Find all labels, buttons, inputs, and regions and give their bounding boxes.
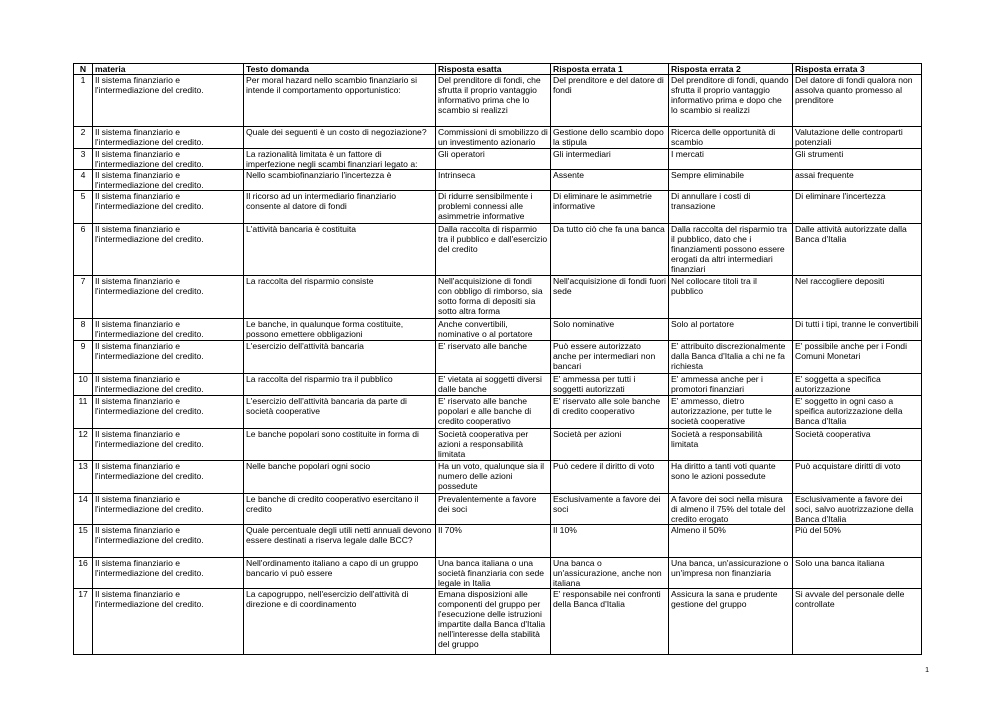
cell-question: La razionalità limitata è un fattore di imperfezione negli scambi finanziari legato a:: [244, 149, 436, 170]
cell-wrong-answer-2: I mercati: [669, 149, 793, 170]
cell-subject: Il sistema finanziario e l'intermediazione del credito.: [93, 494, 244, 525]
cell-question: Nello scambiofinanziario l'incertezza è: [244, 170, 436, 191]
cell-correct-answer: Nell'acquisizione di fondi con obbligo di rimborso, sia sotto forma di depositi sia sotto altra forma: [436, 276, 551, 319]
cell-correct-answer: E' riservato alle banche popolari e alle banche di credito cooperativo: [436, 396, 551, 429]
cell-number: 1: [74, 75, 93, 127]
cell-subject: Il sistema finanziario e l'intermediazione del credito.: [93, 127, 244, 149]
cell-number: 4: [74, 170, 93, 191]
cell-wrong-answer-3: E' soggetta a specifica autorizzazione: [793, 374, 922, 396]
cell-wrong-answer-3: assai frequente: [793, 170, 922, 191]
cell-number: 3: [74, 149, 93, 170]
cell-wrong-answer-1: Esclusivamente a favore dei soci: [551, 494, 669, 525]
questions-table: [73, 63, 922, 655]
cell-wrong-answer-2: Sempre eliminabile: [669, 170, 793, 191]
cell-question: La raccolta del risparmio consiste: [244, 276, 436, 319]
cell-correct-answer: Intrinseca: [436, 170, 551, 191]
cell-question: Le banche di credito cooperativo esercitano il credito: [244, 494, 436, 525]
cell-wrong-answer-3: Di eliminare l'incertezza: [793, 191, 922, 224]
cell-wrong-answer-3: Più del 50%: [793, 525, 922, 558]
cell-subject: Il sistema finanziario e l'intermediazione del credito.: [93, 429, 244, 461]
table-row: [74, 224, 922, 276]
cell-number: 6: [74, 224, 93, 276]
cell-correct-answer: Anche convertibili, nominative o al portatore: [436, 319, 551, 341]
cell-wrong-answer-1: Gestione dello scambio dopo la stipula: [551, 127, 669, 149]
table-row: [74, 191, 922, 224]
cell-correct-answer: Dalla raccolta di risparmio tra il pubblico e dall'esercizio del credito: [436, 224, 551, 276]
cell-wrong-answer-3: Del datore di fondi qualora non assolva quanto promesso al prenditore: [793, 75, 922, 127]
cell-wrong-answer-3: Gli strumenti: [793, 149, 922, 170]
cell-question: Per moral hazard nello scambio finanziario si intende il comportamento opportunistico:: [244, 75, 436, 127]
cell-wrong-answer-1: Può essere autorizzato anche per intermediari non bancari: [551, 341, 669, 374]
cell-wrong-answer-1: Assente: [551, 170, 669, 191]
cell-wrong-answer-1: Di eliminare le asimmetrie informative: [551, 191, 669, 224]
cell-wrong-answer-2: E' ammessa anche per i promotori finanziari: [669, 374, 793, 396]
table-row: [74, 170, 922, 191]
cell-wrong-answer-2: Assicura la sana e prudente gestione del gruppo: [669, 589, 793, 655]
cell-correct-answer: Una banca italiana o una società finanziaria con sede legale in Italia: [436, 558, 551, 589]
cell-number: 9: [74, 341, 93, 374]
cell-wrong-answer-1: Da tutto ciò che fa una banca: [551, 224, 669, 276]
cell-question: La raccolta del risparmio tra il pubblico: [244, 374, 436, 396]
cell-correct-answer: Del prenditore di fondi, che sfrutta il proprio vantaggio informativo prima che lo scambio si realizzi: [436, 75, 551, 127]
cell-question: Le banche popolari sono costituite in forma di: [244, 429, 436, 461]
cell-wrong-answer-2: Dalla raccolta del risparmio tra il pubblico, dato che i finanziamenti possono essere erogati da altri intermediari finanziari: [669, 224, 793, 276]
table-row: [74, 525, 922, 558]
cell-wrong-answer-3: Di tutti i tipi, tranne le convertibili: [793, 319, 922, 341]
cell-question: Quale percentuale degli utili netti annuali devono essere destinati a riserva legale dalle BCC?: [244, 525, 436, 558]
table-row: [74, 341, 922, 374]
header-subject: materia: [93, 64, 244, 75]
cell-wrong-answer-2: Ricerca delle opportunità di scambio: [669, 127, 793, 149]
cell-wrong-answer-2: Del prenditore di fondi, quando sfrutta il proprio vantaggio informativo prima e dopo che lo scambio si realizzi: [669, 75, 793, 127]
cell-question: Il ricorso ad un intermediario finanziario consente al datore di fondi: [244, 191, 436, 224]
cell-wrong-answer-3: Solo una banca italiana: [793, 558, 922, 589]
cell-number: 16: [74, 558, 93, 589]
cell-number: 13: [74, 461, 93, 494]
table-row: [74, 461, 922, 494]
cell-number: 12: [74, 429, 93, 461]
cell-correct-answer: E' riservato alle banche: [436, 341, 551, 374]
cell-wrong-answer-1: Nell'acquisizione di fondi fuori sede: [551, 276, 669, 319]
cell-wrong-answer-2: Ha diritto a tanti voti quante sono le azioni possedute: [669, 461, 793, 494]
table-row: [74, 127, 922, 149]
cell-correct-answer: Società cooperativa per azioni a responsabilità limitata: [436, 429, 551, 461]
cell-wrong-answer-1: Gli intermediari: [551, 149, 669, 170]
cell-subject: Il sistema finanziario e l'intermediazione del credito.: [93, 461, 244, 494]
cell-wrong-answer-3: Può acquistare diritti di voto: [793, 461, 922, 494]
cell-wrong-answer-1: Una banca o un'assicurazione, anche non italiana: [551, 558, 669, 589]
table-row: [74, 374, 922, 396]
cell-wrong-answer-2: Società a responsabilità limitata: [669, 429, 793, 461]
cell-question: Nelle banche popolari ogni socio: [244, 461, 436, 494]
table-row: [74, 589, 922, 655]
cell-wrong-answer-3: E' soggetto in ogni caso a speifica autorizzazione della Banca d'Italia: [793, 396, 922, 429]
cell-correct-answer: E' vietata ai soggetti diversi dalle banche: [436, 374, 551, 396]
table-row: [74, 319, 922, 341]
cell-question: L'attività bancaria è costituita: [244, 224, 436, 276]
cell-subject: Il sistema finanziario e l'intermediazione del credito.: [93, 396, 244, 429]
table-row: [74, 75, 922, 127]
cell-wrong-answer-1: Del prenditore e del datore di fondi: [551, 75, 669, 127]
cell-wrong-answer-3: Società cooperativa: [793, 429, 922, 461]
cell-question: L'esercizio dell'attività bancaria: [244, 341, 436, 374]
cell-subject: Il sistema finanziario e l'intermediazione del credito.: [93, 341, 244, 374]
cell-number: 14: [74, 494, 93, 525]
cell-wrong-answer-2: Di annullare i costi di transazione: [669, 191, 793, 224]
cell-wrong-answer-3: Esclusivamente a favore dei soci, salvo auotrizzazione della Banca d'Italia: [793, 494, 922, 525]
cell-wrong-answer-1: E' ammessa per tutti i soggetti autorizzati: [551, 374, 669, 396]
cell-question: Nell'ordinamento italiano a capo di un gruppo bancario vi può essere: [244, 558, 436, 589]
cell-wrong-answer-2: Solo al portatore: [669, 319, 793, 341]
header-wrong-answer-2: Risposta errata 2: [669, 64, 793, 75]
cell-subject: Il sistema finanziario e l'intermediazione del credito.: [93, 224, 244, 276]
cell-subject: Il sistema finanziario e l'intermediazione del credito.: [93, 276, 244, 319]
cell-wrong-answer-2: Almeno il 50%: [669, 525, 793, 558]
cell-subject: Il sistema finanziario e l'intermediazione del credito.: [93, 558, 244, 589]
cell-wrong-answer-2: E' attribuito discrezionalmente dalla Banca d'Italia a chi ne fa richiesta: [669, 341, 793, 374]
cell-subject: Il sistema finanziario e l'intermediazione del credito.: [93, 149, 244, 170]
table-header-row: [74, 64, 922, 75]
cell-number: 5: [74, 191, 93, 224]
cell-wrong-answer-1: Solo nominative: [551, 319, 669, 341]
cell-number: 8: [74, 319, 93, 341]
cell-correct-answer: Prevalentemente a favore dei soci: [436, 494, 551, 525]
header-correct-answer: Risposta esatta: [436, 64, 551, 75]
cell-subject: Il sistema finanziario e l'intermediazione del credito.: [93, 191, 244, 224]
cell-correct-answer: Emana disposizioni alle componenti del gruppo per l'esecuzione delle istruzioni impartite dalla Banca d'Italia nell'interesse della stabilità del gruppo: [436, 589, 551, 655]
cell-question: L'esercizio dell'attività bancaria da parte di società cooperative: [244, 396, 436, 429]
cell-wrong-answer-2: A favore dei soci nella misura di almeno il 75% del totale del credito erogato: [669, 494, 793, 525]
cell-subject: Il sistema finanziario e l'intermediazione del credito.: [93, 75, 244, 127]
table-row: [74, 149, 922, 170]
cell-number: 10: [74, 374, 93, 396]
cell-wrong-answer-2: Una banca, un'assicurazione o un'impresa non finanziaria: [669, 558, 793, 589]
header-number: N: [74, 64, 93, 75]
table-row: [74, 429, 922, 461]
header-wrong-answer-1: Risposta errata 1: [551, 64, 669, 75]
cell-number: 2: [74, 127, 93, 149]
cell-correct-answer: Di ridurre sensibilmente i problemi connessi alle asimmetrie informative: [436, 191, 551, 224]
cell-number: 17: [74, 589, 93, 655]
table-row: [74, 558, 922, 589]
cell-wrong-answer-1: E' responsabile nei confronti della Banca d'Italia: [551, 589, 669, 655]
cell-wrong-answer-2: Nel collocare titoli tra il pubblico: [669, 276, 793, 319]
table-row: [74, 276, 922, 319]
cell-wrong-answer-3: Nel raccogliere depositi: [793, 276, 922, 319]
cell-question: La capogruppo, nell'esercizio dell'attività di direzione e di coordinamento: [244, 589, 436, 655]
cell-subject: Il sistema finanziario e l'intermediazione del credito.: [93, 374, 244, 396]
cell-subject: Il sistema finanziario e l'intermediazione del credito.: [93, 319, 244, 341]
cell-subject: Il sistema finanziario e l'intermediazione del credito.: [93, 525, 244, 558]
cell-wrong-answer-1: Può cedere il diritto di voto: [551, 461, 669, 494]
cell-wrong-answer-1: E' riservato alle sole banche di credito cooperativo: [551, 396, 669, 429]
cell-question: Quale dei seguenti è un costo di negoziazione?: [244, 127, 436, 149]
cell-wrong-answer-3: Valutazione delle controparti potenziali: [793, 127, 922, 149]
header-question: Testo domanda: [244, 64, 436, 75]
cell-wrong-answer-3: Si avvale del personale delle controllate: [793, 589, 922, 655]
cell-subject: Il sistema finanziario e l'intermediazione del credito.: [93, 170, 244, 191]
cell-wrong-answer-3: E' possibile anche per i Fondi Comuni Monetari: [793, 341, 922, 374]
cell-number: 7: [74, 276, 93, 319]
cell-wrong-answer-1: Società per azioni: [551, 429, 669, 461]
table-row: [74, 494, 922, 525]
header-wrong-answer-3: Risposta errata 3: [793, 64, 922, 75]
page-number: 1: [925, 667, 929, 674]
cell-correct-answer: Commissioni di smobilizzo di un investimento azionario: [436, 127, 551, 149]
cell-correct-answer: Ha un voto, qualunque sia il numero delle azioni possedute: [436, 461, 551, 494]
cell-number: 11: [74, 396, 93, 429]
cell-wrong-answer-3: Dalle attività autorizzate dalla Banca d'Italia: [793, 224, 922, 276]
cell-wrong-answer-1: Il 10%: [551, 525, 669, 558]
cell-number: 15: [74, 525, 93, 558]
cell-subject: Il sistema finanziario e l'intermediazione del credito.: [93, 589, 244, 655]
cell-correct-answer: Il 70%: [436, 525, 551, 558]
table-row: [74, 396, 922, 429]
cell-correct-answer: Gli operatori: [436, 149, 551, 170]
cell-question: Le banche, in qualunque forma costituite, possono emettere obbligazioni: [244, 319, 436, 341]
cell-wrong-answer-2: E' ammesso, dietro autorizzazione, per tutte le società cooperative: [669, 396, 793, 429]
